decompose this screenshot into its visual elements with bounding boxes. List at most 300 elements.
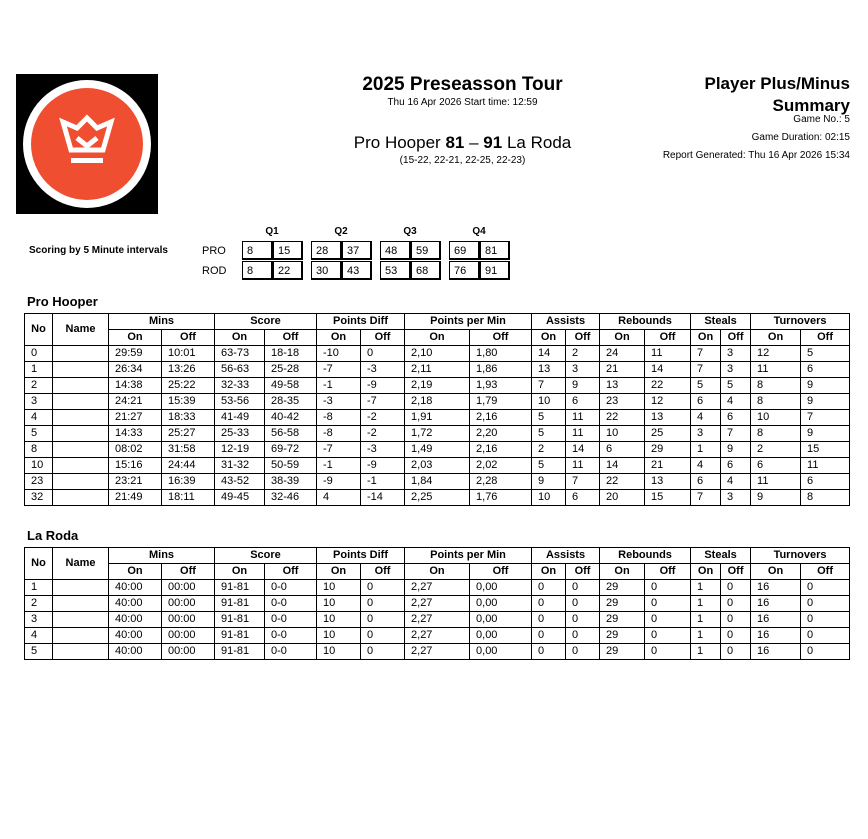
stat-cell: 2,19 — [405, 378, 470, 394]
player-row — [25, 410, 850, 426]
column-subheader-on: On — [600, 330, 645, 346]
player-number-cell: 3 — [25, 394, 53, 410]
player-row — [25, 378, 850, 394]
stat-cell: 0,00 — [470, 644, 532, 660]
stat-cell: -3 — [317, 394, 361, 410]
stat-cell: 0 — [645, 580, 691, 596]
stat-cell: 10 — [532, 394, 566, 410]
player-name-cell — [53, 628, 109, 644]
stat-cell: 91-81 — [215, 644, 265, 660]
player-number-cell: 0 — [25, 346, 53, 362]
stat-cell: -3 — [361, 442, 405, 458]
column-subheader-on: On — [600, 564, 645, 580]
stat-cell: 49-58 — [265, 378, 317, 394]
stat-cell: 7 — [532, 378, 566, 394]
player-number-cell: 2 — [25, 596, 53, 612]
player-row — [25, 474, 850, 490]
team-logo — [16, 74, 158, 214]
stat-cell: 16 — [751, 580, 801, 596]
column-subheader-on: On — [215, 564, 265, 580]
stat-cell: 2,03 — [405, 458, 470, 474]
stat-cell: 6 — [801, 474, 850, 490]
column-subheader-on: On — [751, 564, 801, 580]
stat-cell: 2,16 — [470, 410, 532, 426]
stat-cell: 1,72 — [405, 426, 470, 442]
stat-cell: 0 — [532, 628, 566, 644]
player-name-cell — [53, 426, 109, 442]
stat-cell: 0 — [801, 628, 850, 644]
column-subheader-off: Off — [566, 330, 600, 346]
stat-cell: -7 — [317, 362, 361, 378]
stat-cell: 25-28 — [265, 362, 317, 378]
stat-cell: 26:34 — [109, 362, 162, 378]
stat-cell: 1,91 — [405, 410, 470, 426]
stat-cell: 18:11 — [162, 490, 215, 506]
stat-cell: 23:21 — [109, 474, 162, 490]
home-score: 81 — [445, 133, 465, 152]
stat-cell: 1 — [691, 580, 721, 596]
column-subheader-on: On — [405, 564, 470, 580]
column-subheader-on: On — [109, 564, 162, 580]
stat-cell: 11 — [751, 362, 801, 378]
stat-cell: 9 — [801, 378, 850, 394]
column-subheader-on: On — [317, 330, 361, 346]
stat-cell: 0 — [361, 612, 405, 628]
interval-score-box: 59 — [411, 241, 441, 260]
stat-cell: 0 — [361, 346, 405, 362]
stat-cell: 0-0 — [265, 612, 317, 628]
stat-cell: 6 — [801, 362, 850, 378]
stat-cell: 0 — [645, 596, 691, 612]
column-subheader-on: On — [532, 564, 566, 580]
stat-cell: -7 — [317, 442, 361, 458]
stat-cell: 2,27 — [405, 612, 470, 628]
column-subheader-off: Off — [361, 564, 405, 580]
stat-cell: 6 — [721, 458, 751, 474]
stat-cell: 3 — [691, 426, 721, 442]
stat-cell: 0 — [801, 580, 850, 596]
stat-cell: 0 — [566, 596, 600, 612]
stat-cell: 0 — [645, 644, 691, 660]
stat-cell: 0 — [566, 628, 600, 644]
stat-cell: 2,28 — [470, 474, 532, 490]
stat-cell: -14 — [361, 490, 405, 506]
logo-ring — [23, 80, 151, 208]
quarter-label: Q1 — [265, 226, 279, 237]
player-name-cell — [53, 612, 109, 628]
stat-cell: 28-35 — [265, 394, 317, 410]
stat-cell: 29 — [600, 628, 645, 644]
stat-cell: 10 — [317, 580, 361, 596]
stat-cell: 0 — [721, 612, 751, 628]
column-header-name: Name — [53, 314, 109, 346]
stat-cell: 14 — [566, 442, 600, 458]
player-name-cell — [53, 644, 109, 660]
column-subheader-off: Off — [801, 564, 850, 580]
player-row — [25, 442, 850, 458]
stat-cell: 14 — [532, 346, 566, 362]
column-group-header: Turnovers — [751, 314, 850, 330]
stat-cell: 14 — [645, 362, 691, 378]
quarter-label: Q3 — [403, 226, 417, 237]
stat-cell: 00:00 — [162, 612, 215, 628]
stat-cell: 22 — [645, 378, 691, 394]
stat-cell: 29 — [600, 644, 645, 660]
stat-cell: 10 — [317, 596, 361, 612]
stat-cell: 0 — [361, 644, 405, 660]
column-group-header: Points per Min — [405, 314, 532, 330]
stat-cell: 3 — [566, 362, 600, 378]
stat-cell: 18-18 — [265, 346, 317, 362]
stat-cell: 40:00 — [109, 596, 162, 612]
stat-cell: 40:00 — [109, 628, 162, 644]
stat-cell: 1 — [691, 644, 721, 660]
stat-cell: 9 — [532, 474, 566, 490]
player-name-cell — [53, 346, 109, 362]
away-team-name: La Roda — [506, 133, 572, 152]
stat-cell: 0,00 — [470, 612, 532, 628]
column-subheader-off: Off — [645, 330, 691, 346]
interval-score-box: 8 — [242, 261, 273, 280]
interval-score-box: 53 — [380, 261, 411, 280]
stat-cell: 7 — [691, 362, 721, 378]
stat-cell: 0 — [721, 628, 751, 644]
player-number-cell: 10 — [25, 458, 53, 474]
stat-cell: 8 — [751, 426, 801, 442]
interval-score-box: 76 — [449, 261, 480, 280]
report-type-title — [620, 73, 850, 117]
stat-cell: 6 — [751, 458, 801, 474]
stat-cell: 0,00 — [470, 580, 532, 596]
stat-cell: 15 — [801, 442, 850, 458]
stat-cell: 2,25 — [405, 490, 470, 506]
stat-cell: 6 — [600, 442, 645, 458]
player-number-cell: 8 — [25, 442, 53, 458]
stat-cell: 1 — [691, 628, 721, 644]
stat-cell: 7 — [801, 410, 850, 426]
player-row — [25, 346, 850, 362]
interval-score-box: 43 — [342, 261, 372, 280]
stat-cell: 8 — [751, 394, 801, 410]
column-subheader-on: On — [691, 564, 721, 580]
stat-cell: 1,79 — [470, 394, 532, 410]
stat-cell: 21:27 — [109, 410, 162, 426]
stat-cell: 25-33 — [215, 426, 265, 442]
column-subheader-off: Off — [361, 330, 405, 346]
stat-cell: 11 — [566, 410, 600, 426]
stat-cell: 5 — [532, 426, 566, 442]
stat-cell: 50-59 — [265, 458, 317, 474]
stat-cell: 1 — [691, 612, 721, 628]
stat-cell: 3 — [721, 362, 751, 378]
stat-cell: 53-56 — [215, 394, 265, 410]
stat-cell: 56-58 — [265, 426, 317, 442]
stat-cell: 22 — [600, 410, 645, 426]
team-section-title: Pro Hooper — [27, 294, 98, 309]
stat-cell: 11 — [801, 458, 850, 474]
stat-cell: 0 — [361, 628, 405, 644]
stat-cell: 10 — [532, 490, 566, 506]
stat-cell: 4 — [317, 490, 361, 506]
column-group-header: Score — [215, 548, 317, 564]
column-subheader-on: On — [317, 564, 361, 580]
stat-cell: 2,11 — [405, 362, 470, 378]
stat-cell: -1 — [317, 458, 361, 474]
player-name-cell — [53, 362, 109, 378]
scoring-intervals-label: Scoring by 5 Minute intervals — [29, 245, 168, 256]
stat-cell: 7 — [566, 474, 600, 490]
stat-cell: 13 — [645, 474, 691, 490]
stat-cell: 2,16 — [470, 442, 532, 458]
stat-cell: 15 — [645, 490, 691, 506]
column-group-header: Points per Min — [405, 548, 532, 564]
stat-cell: 49-45 — [215, 490, 265, 506]
stat-cell: 16 — [751, 612, 801, 628]
column-subheader-on: On — [751, 330, 801, 346]
column-group-header: Mins — [109, 548, 215, 564]
stat-cell: 3 — [721, 490, 751, 506]
stat-cell: 29 — [645, 442, 691, 458]
interval-score-box: 69 — [449, 241, 480, 260]
player-name-cell — [53, 596, 109, 612]
stat-cell: 0,00 — [470, 628, 532, 644]
stat-cell: 0 — [532, 644, 566, 660]
column-subheader-on: On — [532, 330, 566, 346]
stat-cell: 40:00 — [109, 580, 162, 596]
report-type-line2: Summary — [772, 96, 850, 115]
stat-cell: 8 — [801, 490, 850, 506]
interval-score-box: 8 — [242, 241, 273, 260]
column-group-header: Score — [215, 314, 317, 330]
column-subheader-on: On — [691, 330, 721, 346]
column-group-header: Turnovers — [751, 548, 850, 564]
stat-cell: -2 — [361, 426, 405, 442]
player-name-cell — [53, 442, 109, 458]
stat-cell: 1,49 — [405, 442, 470, 458]
stat-cell: 00:00 — [162, 580, 215, 596]
stat-cell: 69-72 — [265, 442, 317, 458]
interval-score-box: 48 — [380, 241, 411, 260]
stat-cell: 5 — [801, 346, 850, 362]
stat-cell: 0 — [721, 580, 751, 596]
score-separator: – — [469, 133, 479, 152]
stat-cell: 6 — [691, 394, 721, 410]
stat-cell: 2,10 — [405, 346, 470, 362]
stat-cell: 0-0 — [265, 596, 317, 612]
stat-cell: 29 — [600, 612, 645, 628]
away-score: 91 — [483, 133, 503, 152]
player-row — [25, 426, 850, 442]
stat-cell: 18:33 — [162, 410, 215, 426]
stat-cell: 25:22 — [162, 378, 215, 394]
stat-cell: 91-81 — [215, 628, 265, 644]
stat-cell: -3 — [361, 362, 405, 378]
interval-score-box: 91 — [480, 261, 510, 280]
column-subheader-off: Off — [721, 564, 751, 580]
report-event-title: 2025 Preseasson Tour — [362, 74, 563, 95]
stat-cell: 00:00 — [162, 628, 215, 644]
stat-cell: 6 — [691, 474, 721, 490]
stat-cell: 1,80 — [470, 346, 532, 362]
stat-cell: 10 — [317, 612, 361, 628]
stat-cell: 21 — [600, 362, 645, 378]
matchup-score — [280, 133, 645, 153]
stat-cell: 10 — [600, 426, 645, 442]
column-group-header: Rebounds — [600, 314, 691, 330]
stat-cell: 11 — [751, 474, 801, 490]
stat-cell: 1,84 — [405, 474, 470, 490]
column-subheader-on: On — [109, 330, 162, 346]
stat-cell: -10 — [317, 346, 361, 362]
interval-score-box: 37 — [342, 241, 372, 260]
stat-cell: 0 — [801, 612, 850, 628]
stat-cell: 21:49 — [109, 490, 162, 506]
stat-cell: -9 — [317, 474, 361, 490]
stat-cell: 0-0 — [265, 644, 317, 660]
stat-cell: 31-32 — [215, 458, 265, 474]
stat-cell: 10:01 — [162, 346, 215, 362]
stat-cell: 24 — [600, 346, 645, 362]
stat-cell: -9 — [361, 378, 405, 394]
stat-cell: 0 — [801, 644, 850, 660]
stat-cell: 63-73 — [215, 346, 265, 362]
column-header-name: Name — [53, 548, 109, 580]
player-row — [25, 362, 850, 378]
period-scores: (15-22, 22-21, 22-25, 22-23) — [399, 155, 526, 166]
game-duration: Game Duration: 02:15 — [751, 132, 850, 143]
interval-score-box: 22 — [273, 261, 303, 280]
stat-cell: 40-42 — [265, 410, 317, 426]
stat-cell: 2 — [532, 442, 566, 458]
player-row — [25, 612, 850, 628]
player-number-cell: 23 — [25, 474, 53, 490]
stat-cell: 7 — [691, 490, 721, 506]
stat-cell: 13 — [532, 362, 566, 378]
stat-cell: 6 — [566, 394, 600, 410]
stat-cell: 8 — [751, 378, 801, 394]
stat-cell: 22 — [600, 474, 645, 490]
stat-cell: 13 — [645, 410, 691, 426]
column-subheader-off: Off — [470, 564, 532, 580]
stat-cell: 4 — [721, 474, 751, 490]
stat-cell: 0-0 — [265, 628, 317, 644]
stat-cell: 6 — [721, 410, 751, 426]
stat-cell: 0 — [566, 612, 600, 628]
column-group-header: Assists — [532, 548, 600, 564]
stat-cell: 0 — [361, 596, 405, 612]
stat-cell: 12 — [751, 346, 801, 362]
stat-cell: 24:44 — [162, 458, 215, 474]
column-group-header: Mins — [109, 314, 215, 330]
home-team-name: Pro Hooper — [353, 133, 441, 152]
column-subheader-on: On — [215, 330, 265, 346]
stat-cell: 91-81 — [215, 580, 265, 596]
player-row — [25, 628, 850, 644]
column-subheader-off: Off — [721, 330, 751, 346]
stat-cell: 6 — [566, 490, 600, 506]
stat-cell: 11 — [566, 458, 600, 474]
stat-cell: 1 — [691, 596, 721, 612]
team-stats-table — [24, 313, 850, 506]
stat-cell: 14 — [600, 458, 645, 474]
player-name-cell — [53, 490, 109, 506]
team-abbr-rod: ROD — [202, 265, 227, 277]
stat-cell: 2 — [751, 442, 801, 458]
stat-cell: 13 — [600, 378, 645, 394]
player-number-cell: 4 — [25, 628, 53, 644]
report-type-line1: Player Plus/Minus — [704, 74, 850, 93]
player-row — [25, 490, 850, 506]
column-subheader-off: Off — [470, 330, 532, 346]
player-number-cell: 2 — [25, 378, 53, 394]
stat-cell: 1,86 — [470, 362, 532, 378]
stat-cell: 38-39 — [265, 474, 317, 490]
stat-cell: 9 — [751, 490, 801, 506]
stat-cell: 40:00 — [109, 612, 162, 628]
stat-cell: -7 — [361, 394, 405, 410]
stat-cell: 7 — [721, 426, 751, 442]
column-subheader-off: Off — [162, 564, 215, 580]
stat-cell: 5 — [691, 378, 721, 394]
stat-cell: 2 — [566, 346, 600, 362]
stat-cell: -8 — [317, 410, 361, 426]
stat-cell: 15:16 — [109, 458, 162, 474]
stat-cell: 2,27 — [405, 644, 470, 660]
stat-cell: 2,27 — [405, 628, 470, 644]
team-stats-table — [24, 547, 850, 660]
stat-cell: 1,93 — [470, 378, 532, 394]
stat-cell: 10 — [317, 628, 361, 644]
stat-cell: 16 — [751, 628, 801, 644]
stat-cell: 14:33 — [109, 426, 162, 442]
game-number: Game No.: 5 — [793, 114, 850, 125]
column-subheader-on: On — [405, 330, 470, 346]
stat-cell: 16 — [751, 644, 801, 660]
interval-score-box: 28 — [311, 241, 342, 260]
stat-cell: 0 — [532, 612, 566, 628]
column-subheader-off: Off — [265, 330, 317, 346]
player-number-cell: 1 — [25, 362, 53, 378]
column-group-header: Points Diff — [317, 548, 405, 564]
stat-cell: 10 — [751, 410, 801, 426]
stat-cell: 25 — [645, 426, 691, 442]
logo-disc — [31, 88, 143, 200]
stat-cell: 2,20 — [470, 426, 532, 442]
stat-cell: 29 — [600, 596, 645, 612]
stat-cell: 40:00 — [109, 644, 162, 660]
column-group-header: Steals — [691, 548, 751, 564]
player-name-cell — [53, 580, 109, 596]
stat-cell: 15:39 — [162, 394, 215, 410]
stat-cell: 2,27 — [405, 580, 470, 596]
stat-cell: 56-63 — [215, 362, 265, 378]
stat-cell: 5 — [721, 378, 751, 394]
player-number-cell: 3 — [25, 612, 53, 628]
stat-cell: -9 — [361, 458, 405, 474]
player-number-cell: 1 — [25, 580, 53, 596]
stat-cell: 11 — [645, 346, 691, 362]
stat-cell: 91-81 — [215, 596, 265, 612]
column-group-header: Rebounds — [600, 548, 691, 564]
stat-cell: 32-46 — [265, 490, 317, 506]
stat-cell: 2,18 — [405, 394, 470, 410]
stat-cell: 4 — [721, 394, 751, 410]
stat-cell: 0 — [532, 596, 566, 612]
stat-cell: 0 — [721, 596, 751, 612]
column-header-no: No — [25, 548, 53, 580]
stat-cell: 9 — [801, 394, 850, 410]
stat-cell: 43-52 — [215, 474, 265, 490]
